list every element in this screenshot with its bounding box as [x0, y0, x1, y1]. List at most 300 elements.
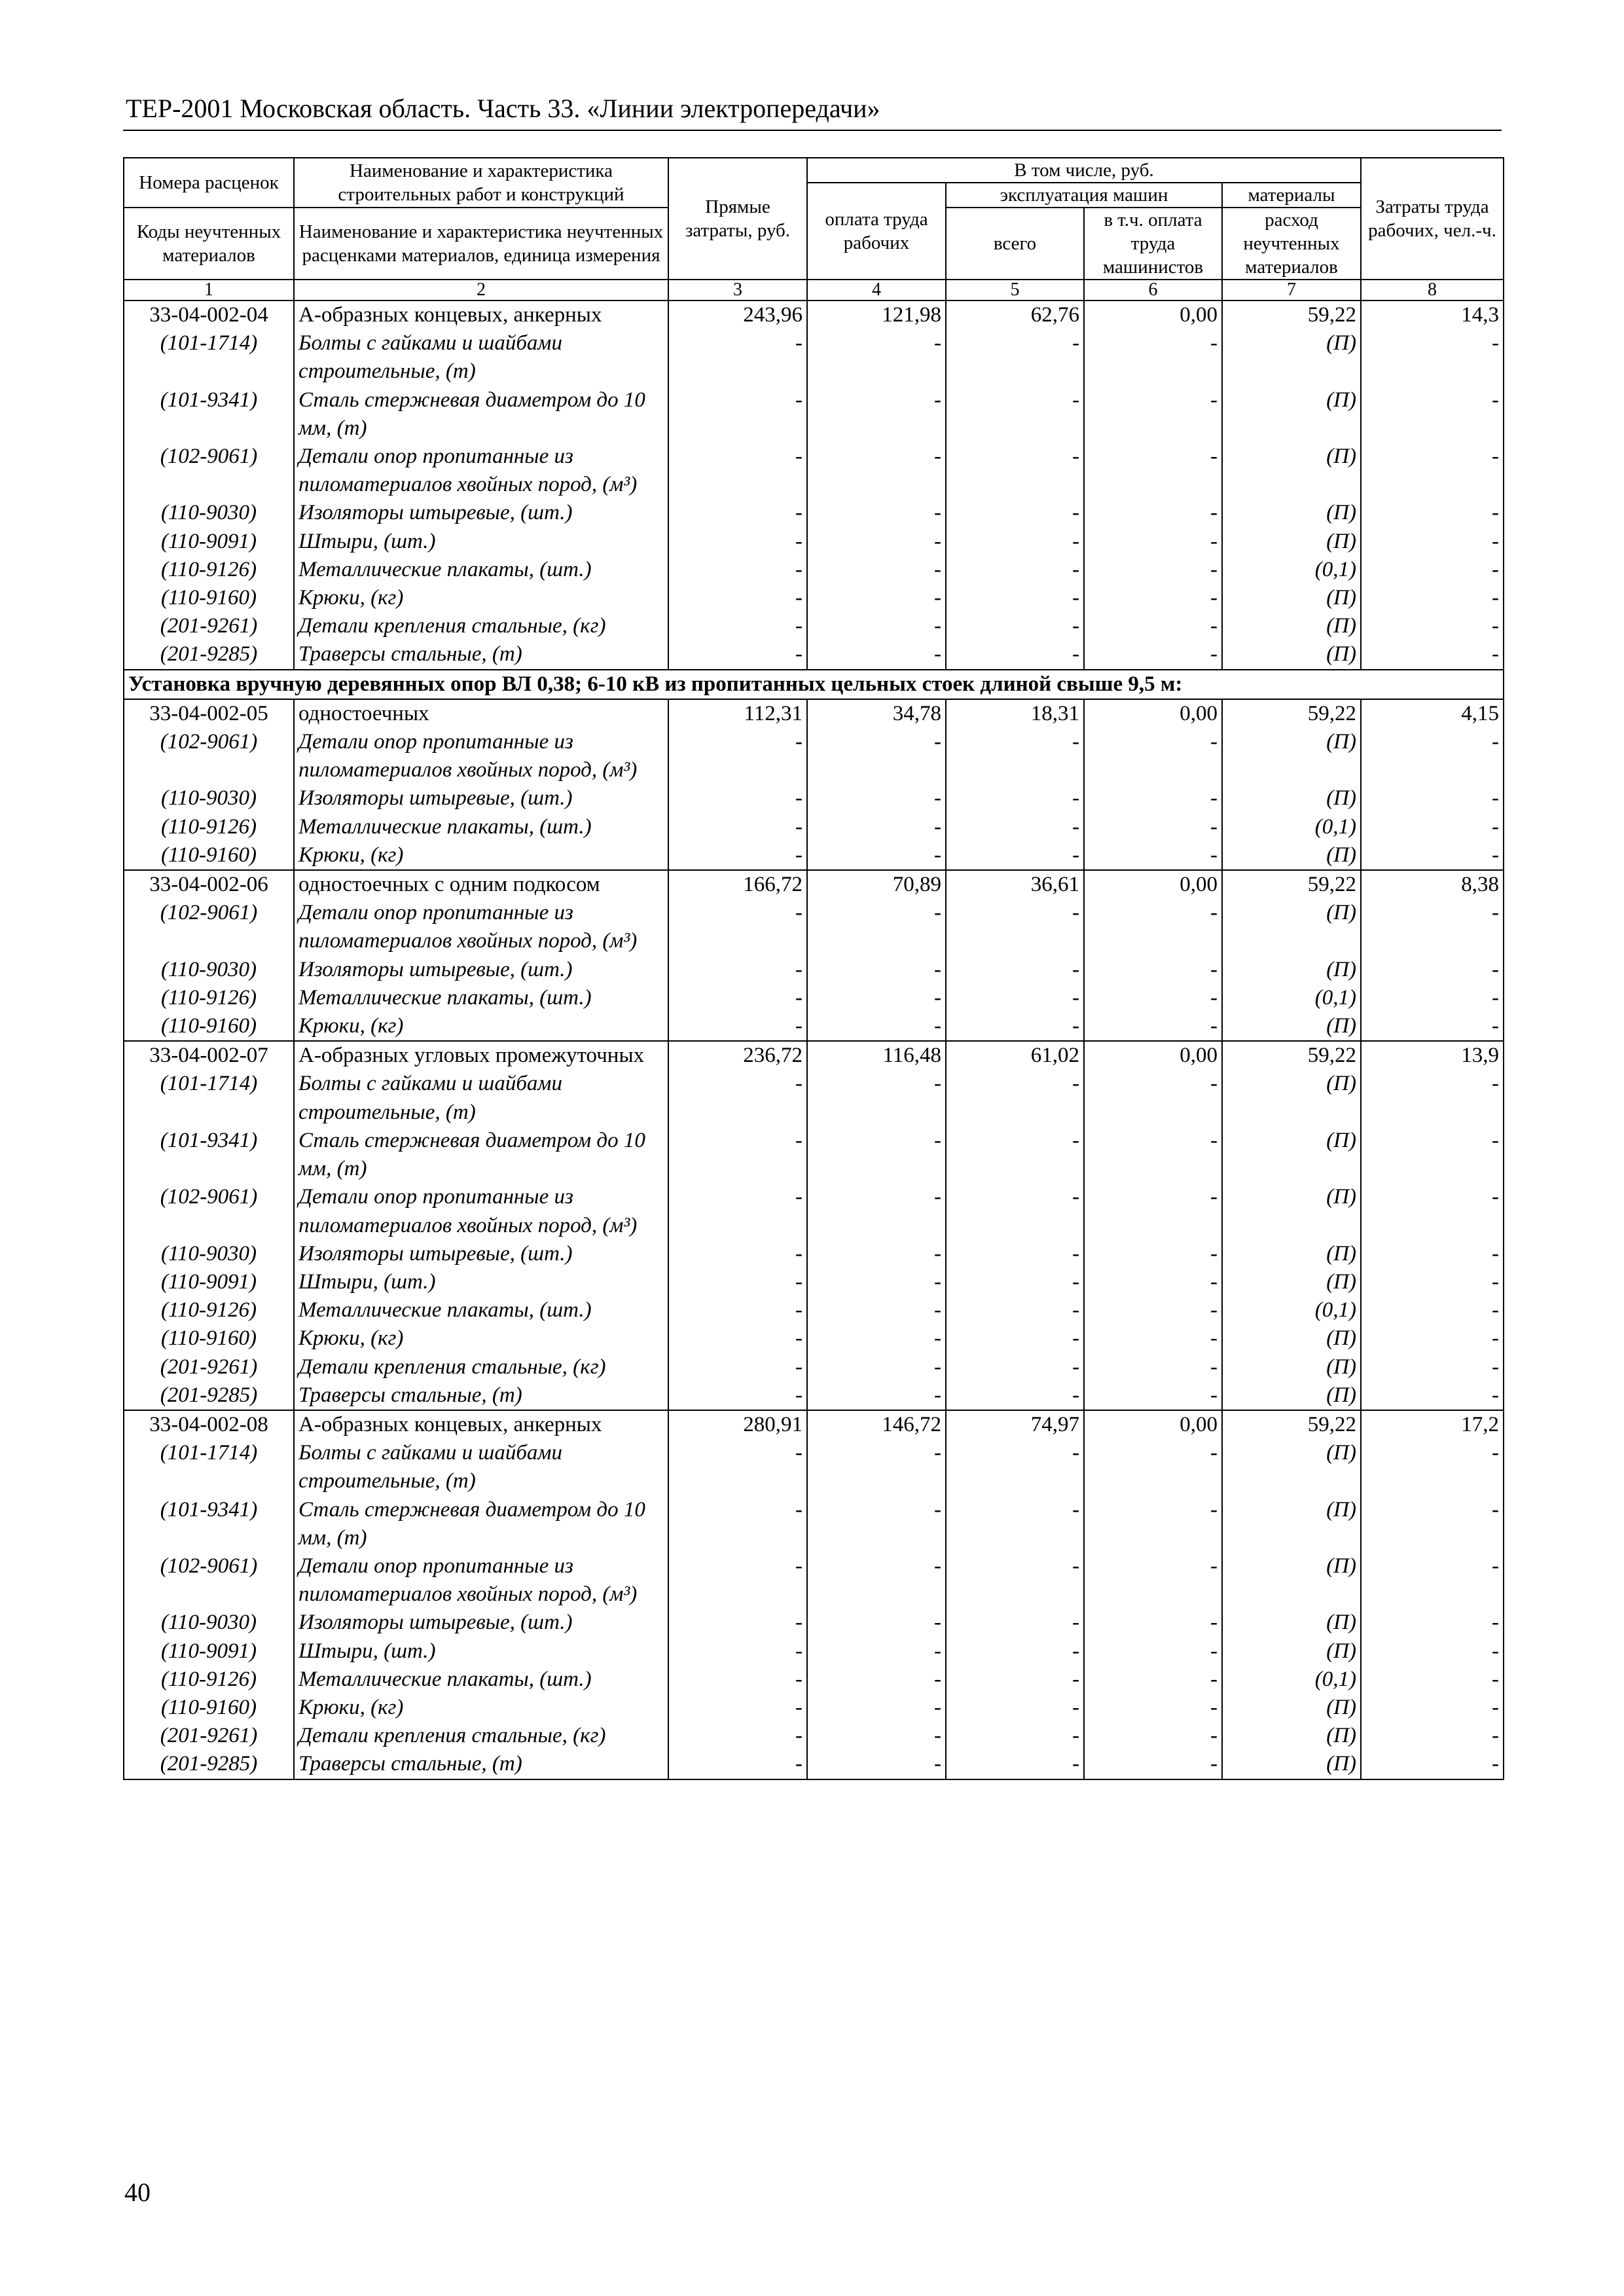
material-machinist-pay: - — [1084, 728, 1222, 784]
material-direct-costs: - — [668, 984, 807, 1012]
material-labor-costs: - — [1361, 1609, 1504, 1637]
material-name: Болты с гайками и шайбами строительные, (т) — [294, 1439, 668, 1495]
section-row — [124, 670, 1504, 699]
material-machinist-pay: - — [1084, 1722, 1222, 1750]
material-name: Детали опор пропитанные из пиломатериалов хвойных пород, (м³) — [294, 1183, 668, 1239]
material-consumption: (П) — [1222, 443, 1361, 499]
machinist-pay-value: 0,00 — [1084, 301, 1222, 329]
material-labor-costs: - — [1361, 1666, 1504, 1694]
material-labor-costs: - — [1361, 728, 1504, 784]
material-direct-costs: - — [668, 612, 807, 640]
material-machine-total: - — [946, 1750, 1084, 1779]
material-labor-costs: - — [1361, 1439, 1504, 1495]
material-name: Детали опор пропитанные из пиломатериалов хвойных пород, (м³) — [294, 1552, 668, 1609]
material-machine-total: - — [946, 1183, 1084, 1239]
material-labor-costs: - — [1361, 556, 1504, 584]
material-labor-costs: - — [1361, 1552, 1504, 1609]
material-machinist-pay: - — [1084, 1296, 1222, 1324]
material-worker-pay: - — [807, 386, 946, 443]
material-machinist-pay: - — [1084, 899, 1222, 955]
material-machinist-pay: - — [1084, 329, 1222, 386]
material-worker-pay: - — [807, 1750, 946, 1779]
material-worker-pay: - — [807, 1240, 946, 1268]
column-number: 1 — [124, 280, 294, 301]
rate-group — [124, 870, 1504, 1041]
material-worker-pay: - — [807, 612, 946, 640]
material-code: (110-9030) — [124, 1609, 294, 1637]
material-direct-costs: - — [668, 956, 807, 984]
material-code: (102-9061) — [124, 443, 294, 499]
material-name: Штыри, (шт.) — [294, 1637, 668, 1666]
material-worker-pay: - — [807, 1439, 946, 1495]
material-labor-costs: - — [1361, 329, 1504, 386]
material-row — [124, 584, 1504, 612]
material-worker-pay: - — [807, 1353, 946, 1381]
material-labor-costs: - — [1361, 640, 1504, 669]
material-labor-costs: - — [1361, 1183, 1504, 1239]
material-name: Траверсы стальные, (т) — [294, 1381, 668, 1410]
material-consumption: (П) — [1222, 499, 1361, 527]
material-consumption: (П) — [1222, 1722, 1361, 1750]
machine-total-value: 36,61 — [946, 870, 1084, 899]
header-material-name: Наименование и характеристика неучтенных расценками материалов, единица измерения — [294, 208, 668, 280]
material-worker-pay: - — [807, 1381, 946, 1410]
material-row — [124, 1268, 1504, 1296]
material-row — [124, 1012, 1504, 1041]
worker-pay-value: 34,78 — [807, 699, 946, 728]
page-title: ТЕР-2001 Московская область. Часть 33. «Линии электропередачи» — [126, 94, 880, 123]
material-code: (110-9160) — [124, 1694, 294, 1722]
labor-costs-value: 4,15 — [1361, 699, 1504, 728]
material-worker-pay: - — [807, 1070, 946, 1126]
material-consumption: (0,1) — [1222, 1296, 1361, 1324]
material-machinist-pay: - — [1084, 1694, 1222, 1722]
material-consumption: (П) — [1222, 1353, 1361, 1381]
material-consumption: (П) — [1222, 728, 1361, 784]
material-machinist-pay: - — [1084, 1127, 1222, 1183]
material-name: Детали крепления стальные, (кг) — [294, 1722, 668, 1750]
material-name: Крюки, (кг) — [294, 1694, 668, 1722]
material-consumption: (П) — [1222, 1637, 1361, 1666]
material-consumption: (П) — [1222, 612, 1361, 640]
material-machinist-pay: - — [1084, 1240, 1222, 1268]
material-name: Крюки, (кг) — [294, 584, 668, 612]
material-code: (201-9285) — [124, 1381, 294, 1410]
column-number: 4 — [807, 280, 946, 301]
material-code: (110-9126) — [124, 984, 294, 1012]
material-labor-costs: - — [1361, 1353, 1504, 1381]
material-machine-total: - — [946, 329, 1084, 386]
material-row — [124, 556, 1504, 584]
material-worker-pay: - — [807, 1722, 946, 1750]
materials-value: 59,22 — [1222, 301, 1361, 329]
material-row — [124, 1324, 1504, 1353]
material-code: (110-9160) — [124, 584, 294, 612]
section-title: Установка вручную деревянных опор ВЛ 0,38; 6-10 кВ из пропитанных цельных стоек длиной свыше 9,5 м: — [124, 670, 1504, 699]
material-machine-total: - — [946, 1012, 1084, 1041]
material-row — [124, 1552, 1504, 1609]
material-direct-costs: - — [668, 728, 807, 784]
material-machine-total: - — [946, 1666, 1084, 1694]
material-code: (101-1714) — [124, 1439, 294, 1495]
material-machinist-pay: - — [1084, 956, 1222, 984]
material-machinist-pay: - — [1084, 443, 1222, 499]
material-consumption: (0,1) — [1222, 984, 1361, 1012]
rates-table — [123, 157, 1504, 1780]
material-direct-costs: - — [668, 1722, 807, 1750]
material-machinist-pay: - — [1084, 640, 1222, 669]
material-consumption: (П) — [1222, 1183, 1361, 1239]
material-worker-pay: - — [807, 1183, 946, 1239]
material-worker-pay: - — [807, 899, 946, 955]
material-code: (102-9061) — [124, 1552, 294, 1609]
labor-costs-value: 17,2 — [1361, 1410, 1504, 1439]
material-machinist-pay: - — [1084, 528, 1222, 556]
material-code: (110-9030) — [124, 1240, 294, 1268]
material-labor-costs: - — [1361, 956, 1504, 984]
column-number: 5 — [946, 280, 1084, 301]
material-direct-costs: - — [668, 1750, 807, 1779]
material-direct-costs: - — [668, 1070, 807, 1126]
material-code: (101-1714) — [124, 1070, 294, 1126]
material-row — [124, 1183, 1504, 1239]
material-name: Болты с гайками и шайбами строительные, (т) — [294, 329, 668, 386]
material-worker-pay: - — [807, 640, 946, 669]
material-row — [124, 1694, 1504, 1722]
material-code: (110-9160) — [124, 1324, 294, 1353]
material-direct-costs: - — [668, 1381, 807, 1410]
material-machine-total: - — [946, 1353, 1084, 1381]
material-direct-costs: - — [668, 1268, 807, 1296]
material-machinist-pay: - — [1084, 1183, 1222, 1239]
column-number: 7 — [1222, 280, 1361, 301]
material-name: Штыри, (шт.) — [294, 1268, 668, 1296]
machinist-pay-value: 0,00 — [1084, 870, 1222, 899]
material-machinist-pay: - — [1084, 499, 1222, 527]
material-code: (102-9061) — [124, 728, 294, 784]
column-number: 3 — [668, 280, 807, 301]
material-name: Детали крепления стальные, (кг) — [294, 1353, 668, 1381]
material-row — [124, 1127, 1504, 1183]
rate-name: А-образных концевых, анкерных — [294, 301, 668, 329]
header-materials: материалы — [1222, 183, 1361, 208]
material-row — [124, 443, 1504, 499]
material-row — [124, 1637, 1504, 1666]
material-direct-costs: - — [668, 841, 807, 870]
labor-costs-value: 14,3 — [1361, 301, 1504, 329]
materials-value: 59,22 — [1222, 870, 1361, 899]
material-consumption: (0,1) — [1222, 556, 1361, 584]
worker-pay-value: 116,48 — [807, 1041, 946, 1070]
material-worker-pay: - — [807, 443, 946, 499]
rate-code: 33-04-002-08 — [124, 1410, 294, 1439]
material-machine-total: - — [946, 528, 1084, 556]
material-machinist-pay: - — [1084, 1070, 1222, 1126]
material-worker-pay: - — [807, 841, 946, 870]
material-row — [124, 1750, 1504, 1779]
material-worker-pay: - — [807, 956, 946, 984]
material-worker-pay: - — [807, 556, 946, 584]
material-direct-costs: - — [668, 1012, 807, 1041]
material-code: (110-9160) — [124, 1012, 294, 1041]
material-code: (201-9285) — [124, 1750, 294, 1779]
material-name: Изоляторы штыревые, (шт.) — [294, 1240, 668, 1268]
material-code: (110-9126) — [124, 813, 294, 841]
material-consumption: (П) — [1222, 528, 1361, 556]
material-machine-total: - — [946, 1637, 1084, 1666]
material-row — [124, 1381, 1504, 1410]
machine-total-value: 62,76 — [946, 301, 1084, 329]
material-worker-pay: - — [807, 984, 946, 1012]
rate-row — [124, 1041, 1504, 1070]
rate-group — [124, 1041, 1504, 1410]
material-worker-pay: - — [807, 1324, 946, 1353]
material-consumption: (П) — [1222, 329, 1361, 386]
material-worker-pay: - — [807, 1296, 946, 1324]
material-machine-total: - — [946, 386, 1084, 443]
column-numbers-row — [124, 280, 1504, 301]
material-code: (201-9261) — [124, 1722, 294, 1750]
column-number: 2 — [294, 280, 668, 301]
material-code: (110-9091) — [124, 1637, 294, 1666]
material-labor-costs: - — [1361, 1240, 1504, 1268]
material-consumption: (П) — [1222, 1070, 1361, 1126]
material-machinist-pay: - — [1084, 1381, 1222, 1410]
material-machinist-pay: - — [1084, 1324, 1222, 1353]
labor-costs-value: 13,9 — [1361, 1041, 1504, 1070]
materials-value: 59,22 — [1222, 1410, 1361, 1439]
rate-row — [124, 1410, 1504, 1439]
material-machinist-pay: - — [1084, 984, 1222, 1012]
material-labor-costs: - — [1361, 612, 1504, 640]
material-name: Металлические плакаты, (шт.) — [294, 984, 668, 1012]
header-rate-numbers: Номера расценок — [124, 158, 294, 208]
material-name: Изоляторы штыревые, (шт.) — [294, 1609, 668, 1637]
material-code: (110-9160) — [124, 841, 294, 870]
material-consumption: (П) — [1222, 1127, 1361, 1183]
material-labor-costs: - — [1361, 443, 1504, 499]
material-direct-costs: - — [668, 1127, 807, 1183]
material-row — [124, 813, 1504, 841]
material-machinist-pay: - — [1084, 584, 1222, 612]
material-name: Металлические плакаты, (шт.) — [294, 1296, 668, 1324]
material-code: (110-9030) — [124, 784, 294, 812]
material-labor-costs: - — [1361, 386, 1504, 443]
material-labor-costs: - — [1361, 584, 1504, 612]
material-labor-costs: - — [1361, 528, 1504, 556]
material-consumption: (П) — [1222, 841, 1361, 870]
column-number: 6 — [1084, 280, 1222, 301]
header-work-name: Наименование и характеристика строительных работ и конструкций — [294, 158, 668, 208]
material-direct-costs: - — [668, 813, 807, 841]
labor-costs-value: 8,38 — [1361, 870, 1504, 899]
material-machine-total: - — [946, 784, 1084, 812]
material-consumption: (П) — [1222, 1694, 1361, 1722]
material-name: Крюки, (кг) — [294, 841, 668, 870]
material-code: (102-9061) — [124, 1183, 294, 1239]
material-worker-pay: - — [807, 784, 946, 812]
material-machinist-pay: - — [1084, 1012, 1222, 1041]
material-name: Крюки, (кг) — [294, 1012, 668, 1041]
material-consumption: (П) — [1222, 1750, 1361, 1779]
material-code: (110-9126) — [124, 1666, 294, 1694]
material-code: (110-9126) — [124, 556, 294, 584]
material-machinist-pay: - — [1084, 1637, 1222, 1666]
material-direct-costs: - — [668, 1694, 807, 1722]
material-row — [124, 612, 1504, 640]
material-machine-total: - — [946, 1552, 1084, 1609]
material-machinist-pay: - — [1084, 612, 1222, 640]
material-code: (201-9261) — [124, 612, 294, 640]
material-machine-total: - — [946, 1296, 1084, 1324]
material-machinist-pay: - — [1084, 1552, 1222, 1609]
material-row — [124, 1722, 1504, 1750]
machinist-pay-value: 0,00 — [1084, 699, 1222, 728]
material-machine-total: - — [946, 984, 1084, 1012]
material-machinist-pay: - — [1084, 1268, 1222, 1296]
direct-costs-value: 280,91 — [668, 1410, 807, 1439]
machine-total-value: 61,02 — [946, 1041, 1084, 1070]
material-machinist-pay: - — [1084, 1496, 1222, 1552]
material-code: (110-9091) — [124, 1268, 294, 1296]
material-direct-costs: - — [668, 556, 807, 584]
rate-group — [124, 699, 1504, 870]
material-worker-pay: - — [807, 528, 946, 556]
material-labor-costs: - — [1361, 1268, 1504, 1296]
material-direct-costs: - — [668, 784, 807, 812]
material-machine-total: - — [946, 1268, 1084, 1296]
rate-row — [124, 301, 1504, 329]
header-codes-unaccounted: Коды неучтенных материалов — [124, 208, 294, 280]
material-labor-costs: - — [1361, 1381, 1504, 1410]
material-machine-total: - — [946, 1381, 1084, 1410]
material-machinist-pay: - — [1084, 386, 1222, 443]
material-direct-costs: - — [668, 329, 807, 386]
material-consumption: (П) — [1222, 1552, 1361, 1609]
worker-pay-value: 146,72 — [807, 1410, 946, 1439]
material-worker-pay: - — [807, 1694, 946, 1722]
material-code: (110-9030) — [124, 499, 294, 527]
header-worker-pay: оплата труда рабочих — [807, 183, 946, 280]
material-worker-pay: - — [807, 1666, 946, 1694]
material-direct-costs: - — [668, 1552, 807, 1609]
direct-costs-value: 112,31 — [668, 699, 807, 728]
page-number: 40 — [124, 2178, 151, 2207]
material-consumption: (0,1) — [1222, 1666, 1361, 1694]
material-consumption: (0,1) — [1222, 813, 1361, 841]
material-machinist-pay: - — [1084, 1750, 1222, 1779]
material-name: Детали опор пропитанные из пиломатериалов хвойных пород, (м³) — [294, 728, 668, 784]
material-row — [124, 899, 1504, 955]
material-name: Металлические плакаты, (шт.) — [294, 1666, 668, 1694]
material-name: Металлические плакаты, (шт.) — [294, 813, 668, 841]
material-labor-costs: - — [1361, 899, 1504, 955]
material-worker-pay: - — [807, 1496, 946, 1552]
material-worker-pay: - — [807, 728, 946, 784]
material-machine-total: - — [946, 1324, 1084, 1353]
machinist-pay-value: 0,00 — [1084, 1410, 1222, 1439]
material-code: (110-9091) — [124, 528, 294, 556]
direct-costs-value: 236,72 — [668, 1041, 807, 1070]
material-code: (101-9341) — [124, 1496, 294, 1552]
material-code: (102-9061) — [124, 899, 294, 955]
material-code: (101-9341) — [124, 386, 294, 443]
material-row — [124, 528, 1504, 556]
material-direct-costs: - — [668, 1183, 807, 1239]
material-machine-total: - — [946, 956, 1084, 984]
rate-row — [124, 699, 1504, 728]
material-machinist-pay: - — [1084, 1353, 1222, 1381]
material-row — [124, 956, 1504, 984]
material-direct-costs: - — [668, 1666, 807, 1694]
material-name: Сталь стержневая диаметром до 10 мм, (т) — [294, 1496, 668, 1552]
column-number: 8 — [1361, 280, 1504, 301]
material-name: Металлические плакаты, (шт.) — [294, 556, 668, 584]
rate-name: одностоечных с одним подкосом — [294, 870, 668, 899]
material-code: (101-9341) — [124, 1127, 294, 1183]
material-name: Детали опор пропитанные из пиломатериалов хвойных пород, (м³) — [294, 443, 668, 499]
material-worker-pay: - — [807, 329, 946, 386]
material-row — [124, 1496, 1504, 1552]
header-including: В том числе, руб. — [807, 158, 1361, 183]
material-name: Детали опор пропитанные из пиломатериалов хвойных пород, (м³) — [294, 899, 668, 955]
material-machinist-pay: - — [1084, 1666, 1222, 1694]
material-direct-costs: - — [668, 499, 807, 527]
material-row — [124, 1353, 1504, 1381]
material-name: Изоляторы штыревые, (шт.) — [294, 499, 668, 527]
material-worker-pay: - — [807, 813, 946, 841]
material-labor-costs: - — [1361, 1496, 1504, 1552]
material-name: Траверсы стальные, (т) — [294, 1750, 668, 1779]
material-labor-costs: - — [1361, 1694, 1504, 1722]
material-direct-costs: - — [668, 1609, 807, 1637]
material-machinist-pay: - — [1084, 813, 1222, 841]
material-worker-pay: - — [807, 1268, 946, 1296]
material-code: (101-1714) — [124, 329, 294, 386]
header-direct-costs: Прямые затраты, руб. — [668, 158, 807, 280]
material-machinist-pay: - — [1084, 784, 1222, 812]
material-row — [124, 329, 1504, 386]
material-direct-costs: - — [668, 1496, 807, 1552]
material-row — [124, 1296, 1504, 1324]
material-consumption: (П) — [1222, 899, 1361, 955]
material-direct-costs: - — [668, 1324, 807, 1353]
material-machine-total: - — [946, 1240, 1084, 1268]
material-labor-costs: - — [1361, 1070, 1504, 1126]
material-direct-costs: - — [668, 528, 807, 556]
material-machine-total: - — [946, 556, 1084, 584]
material-consumption: (П) — [1222, 1012, 1361, 1041]
material-worker-pay: - — [807, 584, 946, 612]
machinist-pay-value: 0,00 — [1084, 1041, 1222, 1070]
material-machinist-pay: - — [1084, 556, 1222, 584]
material-row — [124, 499, 1504, 527]
material-direct-costs: - — [668, 1637, 807, 1666]
material-machine-total: - — [946, 813, 1084, 841]
material-direct-costs: - — [668, 443, 807, 499]
material-consumption: (П) — [1222, 784, 1361, 812]
material-machine-total: - — [946, 443, 1084, 499]
table-header — [124, 158, 1504, 301]
material-machinist-pay: - — [1084, 841, 1222, 870]
material-consumption: (П) — [1222, 386, 1361, 443]
material-labor-costs: - — [1361, 1127, 1504, 1183]
rate-code: 33-04-002-04 — [124, 301, 294, 329]
materials-value: 59,22 — [1222, 1041, 1361, 1070]
header-rule — [123, 130, 1502, 131]
material-labor-costs: - — [1361, 1722, 1504, 1750]
material-machinist-pay: - — [1084, 1609, 1222, 1637]
